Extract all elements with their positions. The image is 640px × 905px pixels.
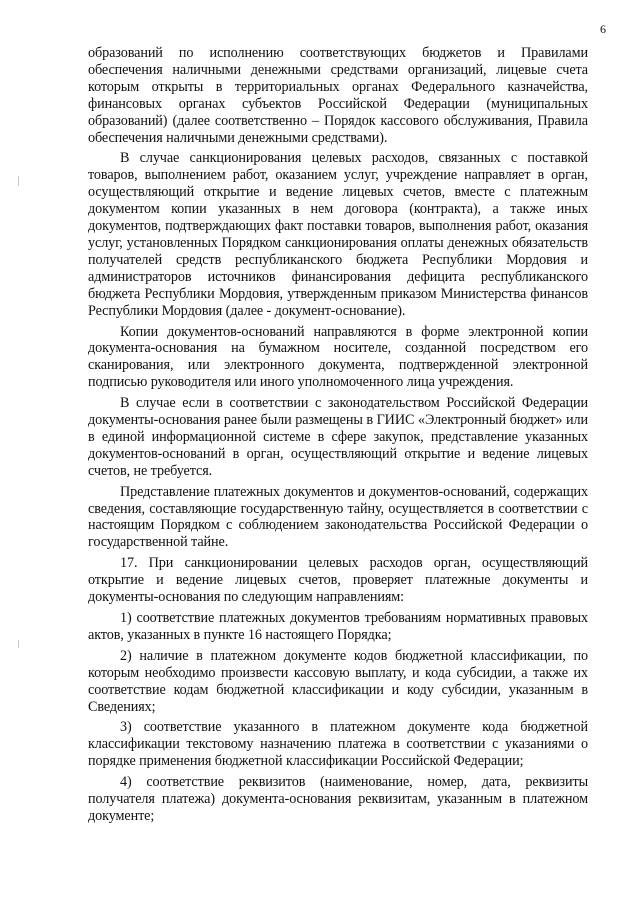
paragraph-targeted-expenses: В случае санкционирования целевых расходов, связанных с поставкой товаров, выполнением работ, оказанием услуг, учреждение направляет в орган, осуществляющий открытие и ведение лицевых счетов, вместе с платежным документом копии указанных в нем договора (контракта), а также иных документов, подтверждающих факт поставки товаров, выполнения работ, оказания услуг, установленных Порядком санкционирования оплаты денежных обязательств получателей средств республиканского бюджета Республики Мордовия и администраторов источников финансирования дефицита республиканского бюджета Республики Мордовия, утвержденным приказом Министерства финансов Республики Мордовия (далее - документ-основание). [88, 150, 588, 319]
paragraph-check-2: 2) наличие в платежном документе кодов бюджетной классификации, по которым необходимо произвести кассовую выплату, и кода субсидии, а также их соответствие кодам бюджетной классификации и коду субсидии, указанным в Сведениях; [88, 647, 588, 715]
paragraph-state-secret: Представление платежных документов и документов-оснований, содержащих сведения, составляющие государственную тайну, осуществляется в соответствии с настоящим Порядком с соблюдением законодательства Российской Федерации о государственной тайне. [88, 483, 588, 551]
paragraph-continuation: образований по исполнению соответствующих бюджетов и Правилами обеспечения наличными денежными средствами организаций, лицевые счета которым открыты в территориальных органах Федерального казначейства, финансовых органах субъектов Российской Федерации (муниципальных образований) (далее соответственно – Порядок кассового обслуживания, Правила обеспечения наличными денежными средствами). [88, 45, 588, 146]
paragraph-check-1: 1) соответствие платежных документов требованиям нормативных правовых актов, указанных в пункте 16 настоящего Порядка; [88, 610, 588, 643]
page-number: 6 [600, 22, 606, 36]
scan-edge-mark-bottom [18, 640, 19, 648]
paragraph-giis-electronic-budget: В случае если в соответствии с законодательством Российской Федерации документы-основания ранее были размещены в ГИИС «Электронный бюджет» или в единой информационной системе в сфере закупок, представление указанных документов-оснований в орган, осуществляющий открытие и ведение лицевых счетов, не требуется. [88, 395, 588, 479]
paragraph-check-4: 4) соответствие реквизитов (наименование, номер, дата, реквизиты получателя платежа) документа-основания реквизитам, указанным в платежном документе; [88, 774, 588, 824]
paragraph-document-copies: Копии документов-оснований направляются в форме электронной копии документа-основания на бумажном носителе, созданной посредством его сканирования, или электронного документа, подтвержденной электронной подписью руководителя или иного уполномоченного лица учреждения. [88, 323, 588, 391]
scan-edge-mark-top [18, 176, 19, 186]
paragraph-check-3: 3) соответствие указанного в платежном документе кода бюджетной классификации текстовому назначению платежа в соответствии с указаниями о порядке применения бюджетной классификации Российской Федерации; [88, 719, 588, 770]
document-body [88, 45, 588, 825]
paragraph-item-17: 17. При санкционировании целевых расходов орган, осуществляющий открытие и ведение лицевых счетов, проверяет платежные документы и документы-основания по следующим направлениям: [88, 555, 588, 606]
